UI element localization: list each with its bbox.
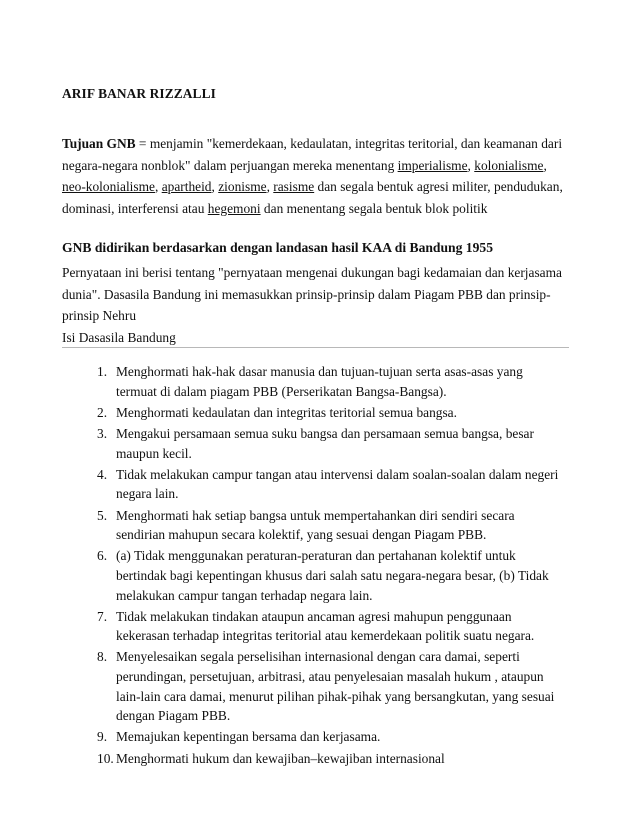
list-item-text: Menghormati hak-hak dasar manusia dan tujuan-tujuan serta asas-asas yang termuat di dalam piagam PBB (Perserikatan Bangsa-Bangsa). [116,364,523,399]
link-imperialisme[interactable]: imperialisme [397,157,468,173]
link-hegemoni[interactable]: hegemoni [207,200,261,216]
list-item [62,727,572,747]
list-item-text: (a) Tidak menggunakan peraturan-peraturan dan pertahanan kolektif untuk bertindak bagi kepentingan khusus dari salah satu negara-negara besar, (b) Tidak melakukan campur tangan terhadap negara lain. [116,548,549,603]
list-item-number: 3. [97,425,108,441]
list-item [62,546,572,605]
dasasila-list [62,362,572,770]
list-item-number: 5. [97,507,108,523]
list-item-number: 2. [97,404,108,420]
list-item-text: Tidak melakukan campur tangan atau intervensi dalam soalan-soalan dalam negeri negara lain. [116,466,559,502]
list-item [62,465,572,504]
tujuan-text-6: , [266,179,274,195]
horizontal-divider [62,347,569,348]
list-item-text: Menghormati hukum dan kewajiban–kewajiban internasional [116,750,445,766]
isi-dasasila-label: Isi Dasasila Bandung [62,330,176,345]
list-item-number: 9. [97,729,108,745]
list-item [62,607,572,646]
list-item-number: 6. [97,548,108,564]
tujuan-text-1: = menjamin "kemerdekaan, kedaulatan, integritas teritorial, dan keamanan dari negara-negara nonblok" dalam perjuangan mereka menentang [62,136,563,173]
tujuan-label: Tujuan GNB [62,136,136,151]
link-kolonialisme[interactable]: kolonialisme [474,157,544,173]
section-heading: GNB didirikan berdasarkan dengan landasan hasil KAA di Bandung 1955 [62,240,493,255]
link-zionisme[interactable]: zionisme [218,179,267,195]
tujuan-paragraph [62,133,567,219]
author-name: ARIF BANAR RIZZALLI [62,86,216,101]
list-item-text: Menghormati kedaulatan dan integritas teritorial semua bangsa. [116,404,457,420]
list-item-number: 8. [97,649,108,665]
tujuan-text-8: dan menentang segala bentuk blok politik [260,200,488,216]
list-item-number: 1. [97,364,108,379]
list-item-number: 10. [97,750,114,766]
list-item [62,506,572,545]
list-item-text: Menyelesaikan segala perselisihan internasional dengan cara damai, seperti perundingan, persetujuan, arbitrasi, atau penyelesaian masalah hukum , ataupun lain-lain cara damai, menurut pilihan pihak-pihak yang bersangkutan, yang sesuai dengan Piagam PBB. [116,649,555,724]
list-item-text: Menghormati hak setiap bangsa untuk mempertahankan diri sendiri secara sendirian mahupun secara kolektif, yang sesuai dengan Piagam PBB. [116,507,515,543]
list-item [62,362,572,401]
link-rasisme[interactable]: rasisme [273,179,315,195]
list-item-text: Mengakui persamaan semua suku bangsa dan persamaan semua bangsa, besar maupun kecil. [116,425,534,461]
list-item [62,749,572,769]
link-neo-kolonialisme[interactable]: neo-kolonialisme [62,179,155,195]
list-item-number: 4. [97,466,108,482]
tujuan-text-5: , [211,179,219,195]
link-apartheid[interactable]: apartheid [161,179,212,195]
list-item-text: Memajukan kepentingan bersama dan kerjasama. [116,729,381,745]
list-item [62,424,572,463]
list-item-number: 7. [97,608,108,624]
tujuan-text-7: dan segala bentuk agresi militer, pendudukan, dominasi, interferensi atau [62,179,563,216]
tujuan-text-4: , [154,179,162,195]
list-item [62,403,572,423]
tujuan-text-2: , [467,157,475,173]
list-item [62,647,572,725]
pernyataan-paragraph: Pernyataan ini berisi tentang "pernyataan mengenai dukungan bagi kedamaian dan kerjasama dunia". Dasasila Bandung ini memasukkan prinsip-prinsip dalam Piagam PBB dan prinsip-prinsip Nehru [62,265,562,324]
tujuan-text-3: , [543,157,547,173]
list-item-text: Tidak melakukan tindakan ataupun ancaman agresi mahupun penggunaan kekerasan terhadap integritas teritorial atau kemerdekaan politik suatu negara. [116,608,535,644]
